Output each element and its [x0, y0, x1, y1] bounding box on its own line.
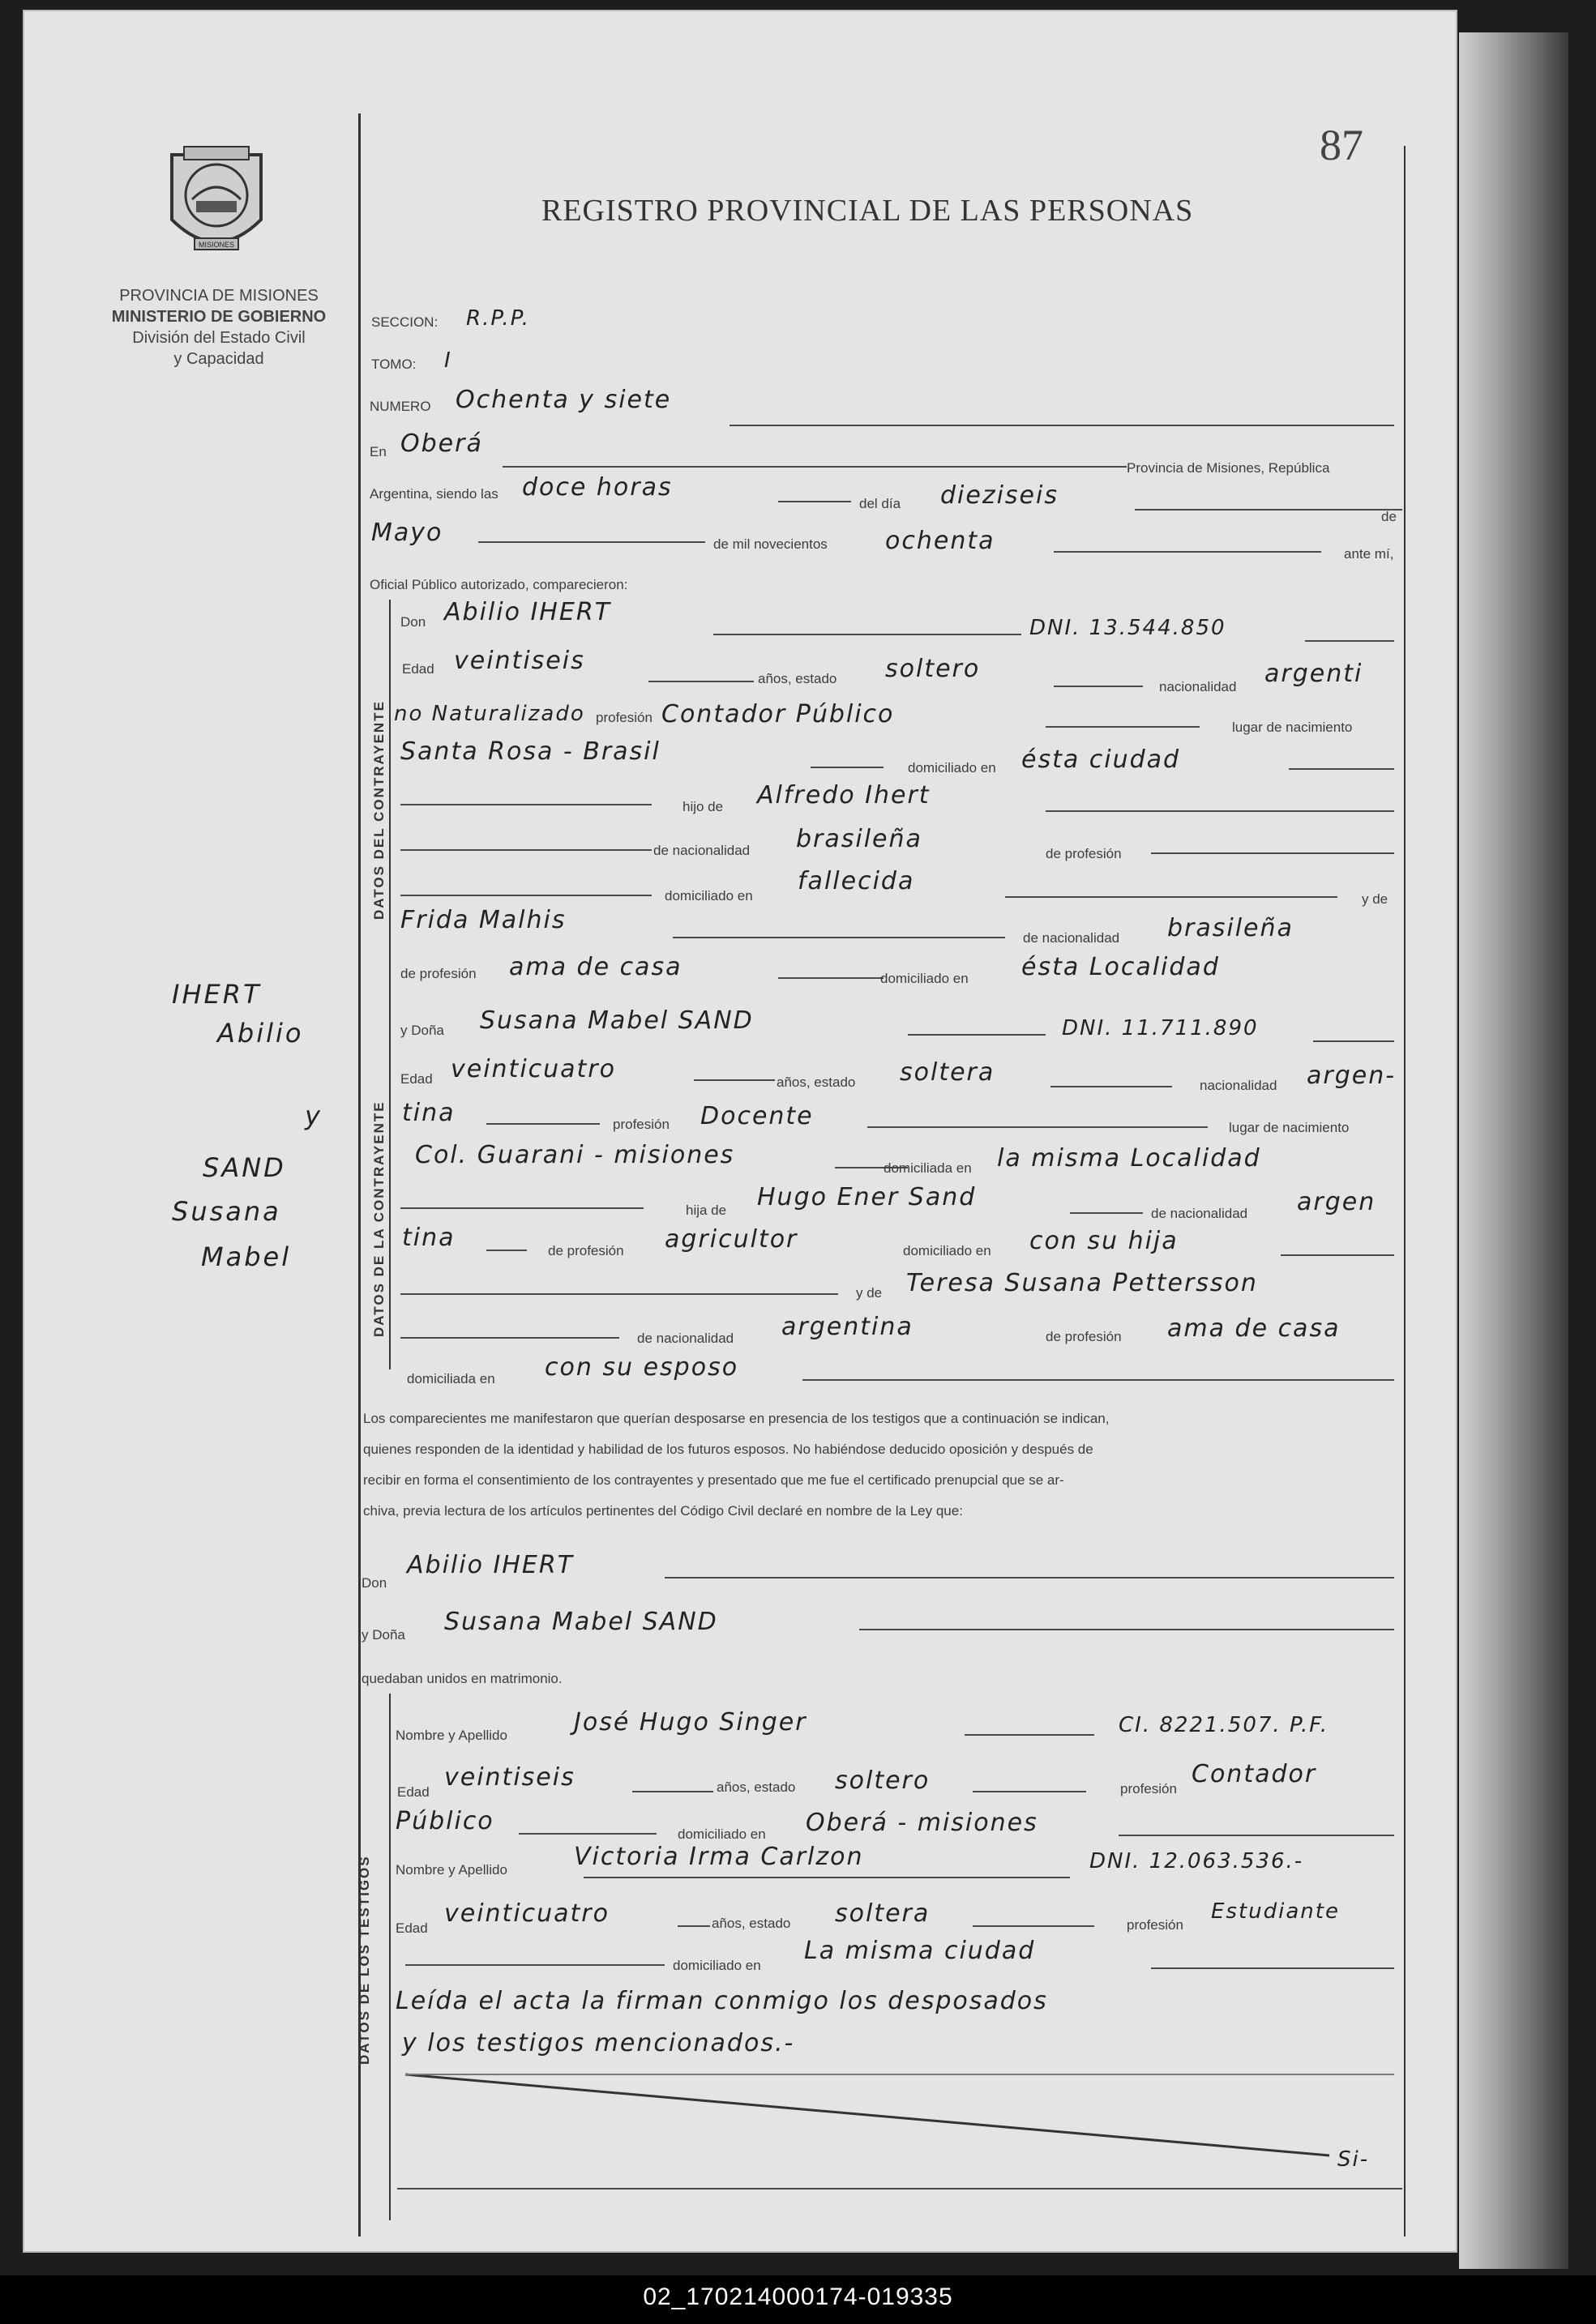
horas-value: doce horas [522, 473, 673, 502]
block2-line [389, 1013, 391, 1369]
tomo-label: TOMO: [371, 357, 417, 372]
t2-estado-label: años, estado [712, 1916, 791, 1931]
padre-2-nac-2: tina [402, 1224, 456, 1252]
contrayente-2-nacionalidad: argen- [1307, 1062, 1397, 1090]
margin-note-1: IHERT [172, 979, 262, 1010]
padre-2-domicilio: con su hija [1029, 1227, 1179, 1255]
de-profesion-label: de profesión [1046, 846, 1122, 861]
padre-2-profesion: agricultor [665, 1225, 798, 1254]
t2-domicilio: La misma ciudad [804, 1937, 1036, 1965]
contrayente-1-profesion: Contador Público [661, 700, 895, 728]
contrayente-2-lugar: Col. Guarani - misiones [415, 1141, 735, 1169]
en-value: Oberá [400, 429, 483, 458]
t2-name: Victoria Irma Carlzon [574, 1843, 864, 1871]
domiciliada-label: domiciliada en [884, 1160, 972, 1176]
cancel-stroke [389, 2058, 1410, 2164]
contrayente-2-estado: soltera [900, 1058, 995, 1087]
nacionalidad-label: nacionalidad [1159, 679, 1237, 694]
t2-profesion: Estudiante [1211, 1899, 1340, 1924]
t1-estado: soltero [835, 1766, 931, 1795]
block1-line [389, 600, 391, 1021]
t2-edad: veinticuatro [444, 1899, 610, 1928]
numero-value: Ochenta y siete [456, 386, 672, 414]
union-don-name: Abilio IHERT [407, 1551, 574, 1579]
madre-domicilio: ésta Localidad [1021, 953, 1220, 981]
header-line-3: División del Estado Civil [132, 329, 306, 347]
contrayente-1-nacionalidad-2: no Naturalizado [394, 702, 585, 726]
oficial-text: Oficial Público autorizado, comparecieron: [370, 577, 628, 592]
right-border [1404, 146, 1406, 2236]
profesion-2-label: profesión [613, 1117, 670, 1132]
union-dona-name: Susana Mabel SAND [444, 1608, 718, 1636]
declaration-line-1: Los comparecientes me manifestaron que querían desposarse en presencia de los testigos que a continuación se indican, [363, 1411, 1110, 1426]
padre-2-prof-label: de profesión [548, 1243, 624, 1258]
contrayente-2-name: Susana Mabel SAND [480, 1006, 754, 1035]
contrayente-1-nacionalidad: argenti [1264, 660, 1363, 688]
t2-edad-label: Edad [396, 1920, 428, 1936]
anios-estado-label: años, estado [758, 671, 837, 686]
hijo-de-label: hijo de [682, 799, 724, 814]
margin-note-5: Susana [172, 1196, 281, 1227]
header-line-1: PROVINCIA DE MISIONES [119, 287, 319, 305]
t2-prof-label: profesión [1127, 1917, 1183, 1933]
anio-value: ochenta [885, 527, 995, 555]
t1-estado-label: años, estado [717, 1779, 796, 1795]
contrayente-2-padre: Hugo Ener Sand [757, 1183, 977, 1211]
contrayente-1-domicilio: ésta ciudad [1021, 745, 1181, 774]
contrayente-2-madre: Teresa Susana Pettersson [906, 1269, 1258, 1297]
t2-label: Nombre y Apellido [396, 1862, 507, 1878]
contrayente-2-dni: DNI. 11.711.890 [1062, 1016, 1259, 1040]
closing-line-1: Leída el acta la firman conmigo los desposados [396, 1987, 1048, 2015]
page-title: REGISTRO PROVINCIAL DE LAS PERSONAS [541, 194, 1194, 228]
contrayente-2-profesion: Docente [700, 1102, 814, 1130]
madre-nacionalidad: brasileña [1167, 914, 1294, 942]
provincia-text: Provincia de Misiones, República [1127, 460, 1330, 476]
padre-2-nacionalidad: argen [1297, 1188, 1376, 1216]
de-label: de [1381, 509, 1397, 524]
madre-profesion: ama de casa [509, 953, 682, 981]
margin-note-4: SAND [203, 1152, 286, 1183]
don-label: Don [400, 614, 426, 630]
t1-profesion: Contador [1192, 1760, 1317, 1788]
contrayente-1-padre: Alfredo Ihert [757, 781, 931, 810]
madre-2-nacionalidad: argentina [781, 1313, 914, 1341]
union-dona-label: y Doña [362, 1627, 405, 1643]
argentina-text: Argentina, siendo las [370, 486, 498, 502]
padre-domicilio: fallecida [798, 867, 915, 895]
t2-estado: soltera [835, 1899, 931, 1928]
seal-text: MISIONES [198, 241, 235, 249]
tomo-value: I [444, 348, 452, 373]
contrayente-2-nacionalidad-2: tina [402, 1099, 456, 1127]
madre-domiciliado-label: domiciliado en [880, 971, 969, 986]
page-number: 87 [1320, 121, 1363, 169]
t1-label: Nombre y Apellido [396, 1728, 507, 1743]
province-seal-icon [164, 143, 269, 264]
header-line-4: y Capacidad [173, 350, 264, 368]
del-dia-label: del día [859, 496, 901, 511]
t1-name: José Hugo Singer [574, 1708, 807, 1737]
edad-2-label: Edad [400, 1071, 433, 1087]
quedaban-text: quedaban unidos en matrimonio. [362, 1671, 563, 1686]
padre-nacionalidad: brasileña [796, 825, 922, 853]
madre-nacionalidad-label: de nacionalidad [1023, 930, 1120, 946]
mes-value: Mayo [371, 519, 443, 547]
madre-profesion-label: de profesión [400, 966, 477, 981]
contrayente-2-label: DATOS DE LA CONTRAYENTE [371, 1100, 387, 1337]
madre-2-domicilio: con su esposo [545, 1353, 739, 1382]
padre-2-nac-label: de nacionalidad [1151, 1206, 1248, 1221]
padre-domiciliado-label: domiciliado en [665, 888, 753, 904]
contrayente-1-dni: DNI. 13.544.850 [1029, 616, 1226, 640]
book-edge [1459, 32, 1568, 2269]
dia-value: dieziseis [940, 481, 1059, 510]
contrayente-1-lugar: Santa Rosa - Brasil [400, 737, 661, 766]
testigos-label: DATOS DE LOS TESTIGOS [357, 1855, 372, 2065]
margin-note-6: Mabel [201, 1241, 292, 1272]
declaration-paragraph [363, 1403, 1401, 1527]
t1-prof-label: profesión [1120, 1781, 1177, 1796]
union-don-label: Don [362, 1575, 387, 1591]
t1-edad: veintiseis [444, 1763, 576, 1792]
footer-id: 02_170214000174-019335 [643, 2283, 953, 2310]
contrayente-1-edad: veintiseis [454, 647, 585, 675]
anios-estado-2-label: años, estado [777, 1074, 856, 1090]
lugar-label: lugar de nacimiento [1232, 720, 1353, 735]
domiciliado-label: domiciliado en [908, 760, 996, 775]
profesion-label: profesión [596, 710, 653, 725]
numero-label: NUMERO [370, 399, 431, 414]
seccion-value: R.P.P. [466, 306, 531, 331]
declaration-line-4: chiva, previa lectura de los artículos pertinentes del Código Civil declaré en nombre de la Ley que: [363, 1503, 963, 1519]
y-de-2-label: y de [856, 1285, 883, 1301]
padre-2-dom-label: domiciliado en [903, 1243, 991, 1258]
t1-edad-label: Edad [397, 1784, 430, 1800]
header-left [73, 285, 365, 370]
t1-dom-label: domiciliado en [678, 1826, 766, 1842]
y-de-label: y de [1362, 891, 1388, 907]
t1-doc: CI. 8221.507. P.F. [1119, 1713, 1329, 1737]
t2-dom-label: domiciliado en [673, 1958, 761, 1973]
mil-label: de mil novecientos [713, 536, 828, 552]
t1-domicilio: Oberá - misiones [806, 1809, 1038, 1837]
en-label: En [370, 444, 387, 459]
contrayente-2-edad: veinticuatro [451, 1055, 616, 1083]
t1-profesion-2: Público [396, 1807, 494, 1835]
contrayente-1-madre: Frida Malhis [400, 906, 567, 934]
nacionalidad-2-label: nacionalidad [1200, 1078, 1277, 1093]
end-mark: Si- [1337, 2147, 1370, 2172]
closing-line-2: y los testigos mencionados.- [402, 2029, 795, 2057]
hija-de-label: hija de [686, 1203, 727, 1218]
margin-note-2: Abilio [217, 1018, 304, 1049]
ante-mi-label: ante mí, [1344, 546, 1394, 562]
edad-label: Edad [402, 661, 434, 677]
seccion-label: SECCION: [371, 314, 439, 330]
contrayente-2-domicilio: la misma Localidad [997, 1144, 1261, 1173]
t2-doc: DNI. 12.063.536.- [1089, 1849, 1304, 1873]
margin-note-3: y [305, 1100, 323, 1131]
madre-2-profesion: ama de casa [1167, 1314, 1341, 1343]
contrayente-1-name: Abilio IHERT [444, 598, 611, 626]
madre-2-nac-label: de nacionalidad [637, 1331, 734, 1346]
dona-label: y Doña [400, 1023, 444, 1038]
contrayente-1-label: DATOS DEL CONTRAYENTE [371, 700, 387, 920]
declaration-line-2: quienes responden de la identidad y habilidad de los futuros esposos. No habiéndose deducido oposición y después de [363, 1442, 1093, 1457]
madre-2-dom-label: domiciliada en [407, 1371, 495, 1386]
contrayente-1-estado: soltero [885, 655, 981, 683]
de-nacionalidad-label: de nacionalidad [653, 843, 751, 858]
lugar-2-label: lugar de nacimiento [1229, 1120, 1350, 1135]
header-line-2: MINISTERIO DE GOBIERNO [111, 308, 327, 326]
madre-2-prof-label: de profesión [1046, 1329, 1122, 1344]
declaration-line-3: recibir en forma el consentimiento de los contrayentes y presentado que me fue el certificado prenupcial que se ar- [363, 1472, 1064, 1488]
